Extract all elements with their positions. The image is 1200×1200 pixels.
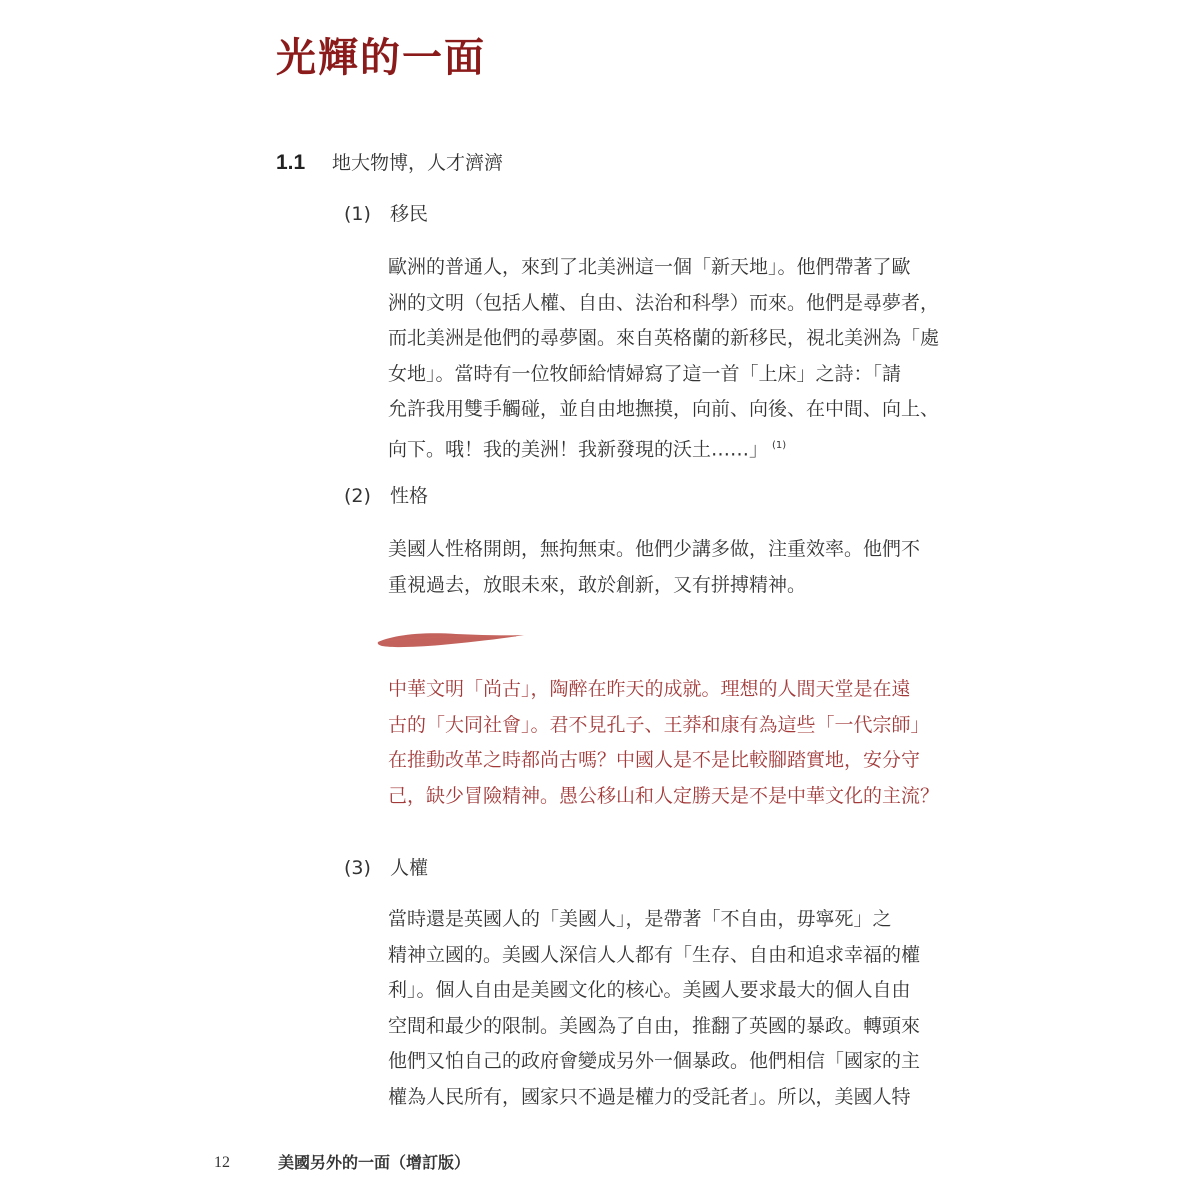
paragraph-line-text: 向下。哦！我的美洲！我新發現的沃土……」 bbox=[388, 437, 769, 460]
subsection-number: (3) bbox=[344, 857, 371, 879]
paragraph-line: 重視過去，放眼未來，敢於創新，又有拼搏精神。 bbox=[388, 573, 807, 596]
commentary-line: 中華文明「尚古」，陶醉在昨天的成就。理想的人間天堂是在遠 bbox=[388, 678, 911, 700]
paragraph-line: 美國人性格開朗，無拘無束。他們少講多做，注重效率。他們不 bbox=[388, 538, 921, 560]
brush-stroke-decoration bbox=[376, 626, 526, 652]
subsection-heading-immigrants bbox=[344, 197, 428, 231]
commentary-line: 在推動改革之時都尚古嗎？中國人是不是比較腳踏實地，安分守 bbox=[388, 749, 921, 771]
chapter-title: 光輝的一面 bbox=[276, 34, 486, 81]
paragraph-human-rights bbox=[388, 902, 988, 1115]
paragraph-immigrants bbox=[388, 250, 988, 463]
subsection-title: 移民 bbox=[390, 203, 429, 225]
section-heading bbox=[276, 146, 503, 180]
paragraph-line: 而北美洲是他們的尋夢園。來自英格蘭的新移民，視北美洲為「處 bbox=[388, 327, 940, 349]
paragraph-line: 歐洲的普通人，來到了北美洲這一個「新天地」。他們帶著了歐 bbox=[388, 256, 911, 278]
paragraph-line: 他們又怕自己的政府會變成另外一個暴政。他們相信「國家的主 bbox=[388, 1050, 921, 1072]
paragraph-line: 權為人民所有，國家只不過是權力的受託者」。所以，美國人特 bbox=[388, 1085, 911, 1108]
paragraph-line: 當時還是英國人的「美國人」，是帶著「不自由，毋寧死」之 bbox=[388, 908, 892, 930]
subsection-title: 人權 bbox=[390, 857, 429, 879]
section-number: 1.1 bbox=[276, 151, 306, 174]
running-footer-title: 美國另外的一面（增訂版） bbox=[278, 1153, 471, 1172]
commentary-note bbox=[388, 672, 988, 814]
subsection-heading-character bbox=[344, 479, 428, 513]
section-title: 地大物博，人才濟濟 bbox=[332, 152, 504, 174]
paragraph-line: 女地」。當時有一位牧師給情婦寫了這一首「上床」之詩：「請 bbox=[388, 362, 902, 385]
paragraph-character bbox=[388, 532, 988, 603]
paragraph-line: 允許我用雙手觸碰，並自由地撫摸，向前、向後、在中間、向上、 bbox=[388, 398, 940, 420]
paragraph-line-last bbox=[388, 428, 988, 464]
footnote-reference[interactable]: (1) bbox=[772, 439, 787, 451]
page-number: 12 bbox=[214, 1154, 230, 1171]
paragraph-line: 精神立國的。美國人深信人人都有「生存、自由和追求幸福的權 bbox=[388, 943, 921, 966]
commentary-line: 己，缺少冒險精神。愚公移山和人定勝天是不是中華文化的主流？ bbox=[388, 784, 940, 807]
subsection-title: 性格 bbox=[390, 485, 429, 507]
paragraph-line: 洲的文明（包括人權、自由、法治和科學）而來。他們是尋夢者， bbox=[388, 291, 940, 314]
subsection-number: (1) bbox=[344, 203, 371, 225]
paragraph-line: 空間和最少的限制。美國為了自由，推翻了英國的暴政。轉頭來 bbox=[388, 1014, 921, 1037]
subsection-number: (2) bbox=[344, 485, 371, 507]
subsection-heading-human-rights bbox=[344, 851, 428, 885]
paragraph-line: 利」。個人自由是美國文化的核心。美國人要求最大的個人自由 bbox=[388, 979, 911, 1001]
commentary-line: 古的「大同社會」。君不見孔子、王莽和康有為這些「一代宗師」 bbox=[388, 713, 930, 736]
